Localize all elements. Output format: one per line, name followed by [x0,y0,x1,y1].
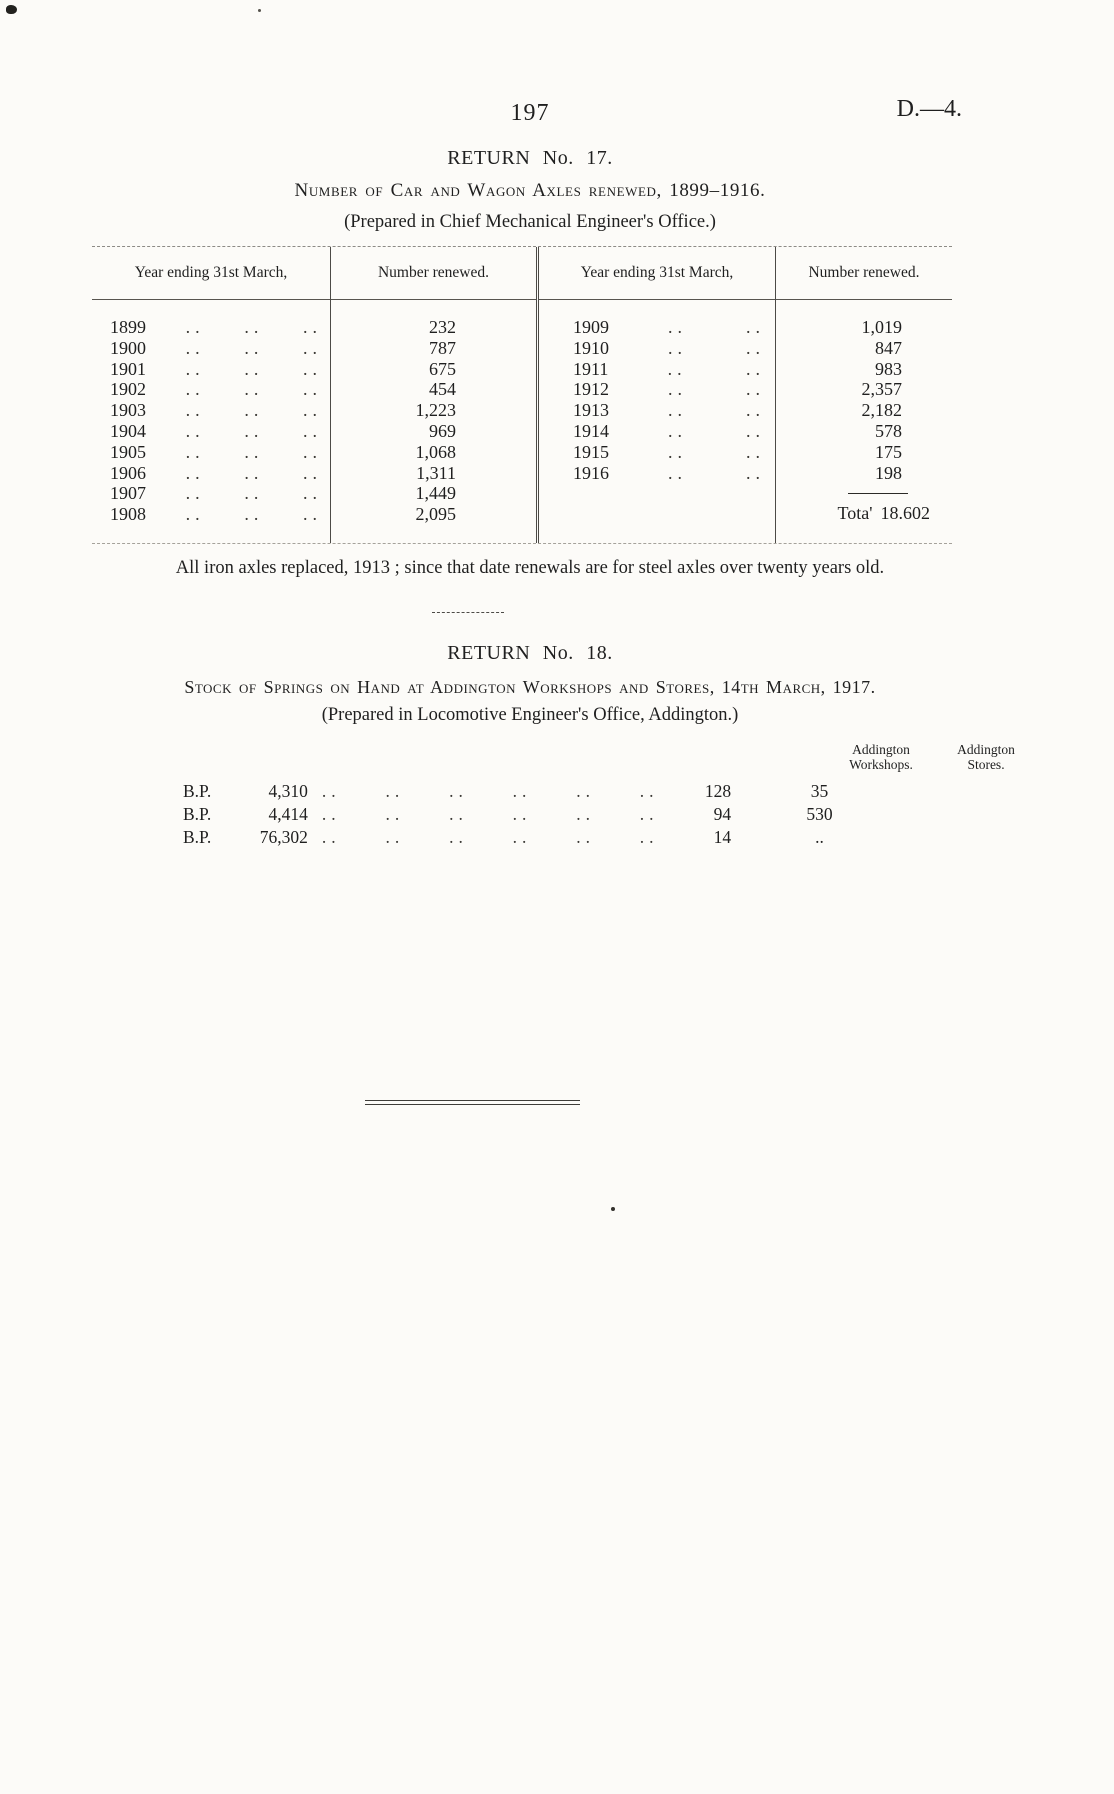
stores-value: 35 [810,781,829,801]
leader-dots: .. [244,504,264,525]
table-row: 1912 .. .. [573,379,765,400]
return17-title: Number of Car and Wagon Axles renewed, 1899–1916. [294,180,766,201]
table-cell-value: 1,068 [415,441,456,462]
leader-dots: .. [385,827,405,847]
table-body-year-left [92,300,330,543]
leader-dots: .. [668,337,687,358]
leader-dots: .. [244,420,264,441]
column-header-number-right: Number renewed. [776,247,952,300]
return17-subtitle: (Prepared in Chief Mechanical Engineer's Office.) [344,212,716,232]
leader-dots: .. [302,483,322,504]
leader-dots-group [308,826,673,849]
return17-heading: RETURN No. 17. [447,147,613,169]
leader-dots: .. [746,420,765,441]
leader-dots-group [308,780,673,803]
table-cell-value: 1,449 [415,483,456,504]
leader-dots: .. [639,827,659,847]
table-row: 1909 .. .. [573,317,765,337]
leader-dots: .. [302,379,322,400]
leader-dots: .. [385,781,405,801]
leader-dots: .. [302,337,322,358]
table-cell-value: 983 [875,358,902,379]
springs-row [183,803,883,826]
leader-dots: .. [746,337,765,358]
workshops-column-header: Addington Workshops. [849,742,913,772]
table-row: 1915 .. .. [573,441,765,462]
section-divider-rule [432,612,504,613]
leader-dots: .. [385,804,405,824]
table-row: 1901 .. .. .. [110,358,322,379]
table-column-number-right [775,247,952,543]
leader-dots: .. [449,827,468,847]
scan-speck [258,9,261,12]
workshops-value: 94 [713,804,732,824]
table-row: 1899 .. .. .. [110,317,322,337]
table-body-number-right [776,300,952,543]
leader-dots: .. [746,317,765,337]
leader-dots: .. [185,337,205,358]
leader-dots: .. [302,317,322,337]
table-row: 1913 .. .. [573,400,765,421]
leader-dots: .. [185,400,205,421]
leader-dots: .. [639,804,659,824]
workshops-value: 14 [713,827,732,847]
leader-dots: .. [512,804,532,824]
leader-dots: .. [185,420,205,441]
table-row: 1906 .. .. .. [110,462,322,483]
leader-dots: .. [244,441,264,462]
table-cell-value: 1,019 [861,317,902,337]
table-cell-value: 847 [875,337,902,358]
leader-dots: .. [512,781,532,801]
column-header-year-right: Year ending 31st March, [539,247,775,300]
table-row: 1916 .. .. [573,462,765,483]
axles-renewed-table [92,246,952,544]
leader-dots: .. [244,462,264,483]
table-row: 1911 .. .. [573,358,765,379]
column-header-year-left: Year ending 31st March, [92,247,330,300]
table-cell-value: 198 [875,462,902,483]
leader-dots: .. [185,317,205,337]
table-row: 1914 .. .. [573,420,765,441]
total-value: 18.602 [880,503,930,524]
table-cell-value: 2,095 [415,504,456,525]
leader-dots: .. [244,483,264,504]
table-cell-value: 578 [875,420,902,441]
leader-dots: .. [185,504,205,525]
leader-dots: .. [576,804,595,824]
double-rule [365,1100,580,1105]
springs-column-headers [183,742,1015,780]
table-cell-value: 232 [429,317,456,337]
scan-speck [6,5,17,14]
leader-dots: .. [302,358,322,379]
table-column-year-left [92,247,330,543]
leader-dots: .. [244,400,264,421]
return17-note: All iron axles replaced, 1913 ; since that date renewals are for steel axles over twenty years old. [175,558,885,578]
table-body-number-left [331,300,536,543]
table-cell-value: 2,182 [861,400,902,421]
stores-column-header: Addington Stores. [957,742,1015,772]
table-row: 1903 .. .. .. [110,400,322,421]
leader-dots: .. [668,441,687,462]
table-row: 1905 .. .. .. [110,441,322,462]
total-row [776,503,952,524]
leader-dots: .. [667,358,687,379]
table-cell-value: 969 [429,420,456,441]
table-row: 1900 .. .. .. [110,337,322,358]
return18-heading: RETURN No. 18. [447,642,613,664]
leader-dots: .. [449,804,468,824]
leader-dots: .. [449,781,468,801]
leader-dots: .. [668,420,687,441]
leader-dots: .. [512,827,532,847]
leader-dots: .. [639,781,659,801]
return18-subtitle: (Prepared in Locomotive Engineer's Office, Addington.) [321,705,739,725]
leader-dots: .. [668,317,687,337]
leader-dots: .. [321,781,341,801]
leader-dots: .. [185,441,205,462]
leader-dots: .. [302,441,322,462]
leader-dots: .. [746,400,765,421]
leader-dots: .. [746,441,765,462]
leader-dots: .. [244,358,264,379]
stores-value: .. [815,827,824,847]
leader-dots: .. [302,504,322,525]
springs-stock-table [183,742,1015,849]
table-column-year-right [536,247,775,543]
leader-dots: .. [321,804,341,824]
table-row: 1904 .. .. .. [110,420,322,441]
leader-dots: .. [185,462,205,483]
stores-value: 530 [806,804,833,824]
table-column-number-left [330,247,536,543]
table-row: 1908 .. .. .. [110,504,322,525]
total-rule [848,493,908,494]
leader-dots: .. [668,379,687,400]
scan-speck [611,1207,615,1211]
leader-dots: .. [576,781,595,801]
leader-dots: .. [321,827,341,847]
return18-title: Stock of Springs on Hand at Addington Workshops and Stores, 14th March, 1917. [184,677,876,697]
table-row: 1907 .. .. .. [110,483,322,504]
springs-row [183,780,883,803]
column-header-number-left: Number renewed. [331,247,536,300]
spring-part-label: B.P. 76,302 [183,827,308,847]
leader-dots: .. [302,420,322,441]
leader-dots: .. [302,462,322,483]
total-label: Tota' [837,503,873,524]
leader-dots: .. [244,337,264,358]
table-cell-value: 175 [875,441,902,462]
workshops-value: 128 [704,781,732,801]
leader-dots: .. [576,827,595,847]
table-cell-value: 454 [429,379,456,400]
spring-part-label: B.P. 4,414 [183,804,308,824]
table-cell-value: 787 [429,337,456,358]
springs-row [183,826,883,849]
leader-dots: .. [185,358,205,379]
leader-dots-group [308,803,673,826]
table-cell-value: 675 [429,358,456,379]
leader-dots: .. [668,462,687,483]
table-cell-value: 2,357 [861,379,902,400]
leader-dots: .. [746,379,765,400]
spring-part-label: B.P. 4,310 [183,781,308,801]
leader-dots: .. [746,358,765,379]
leader-dots: .. [185,379,205,400]
leader-dots: .. [668,400,687,421]
leader-dots: .. [244,317,264,337]
leader-dots: .. [302,400,322,421]
document-reference: D.—4. [896,96,962,122]
table-body-year-right [539,300,775,543]
table-row: 1910 .. .. [573,337,765,358]
table-cell-value: 1,311 [416,462,456,483]
leader-dots: .. [746,462,765,483]
leader-dots: .. [244,379,264,400]
table-row: 1902 .. .. .. [110,379,322,400]
table-cell-value: 1,223 [415,400,456,421]
leader-dots: .. [185,483,205,504]
page-number: 197 [510,100,550,126]
